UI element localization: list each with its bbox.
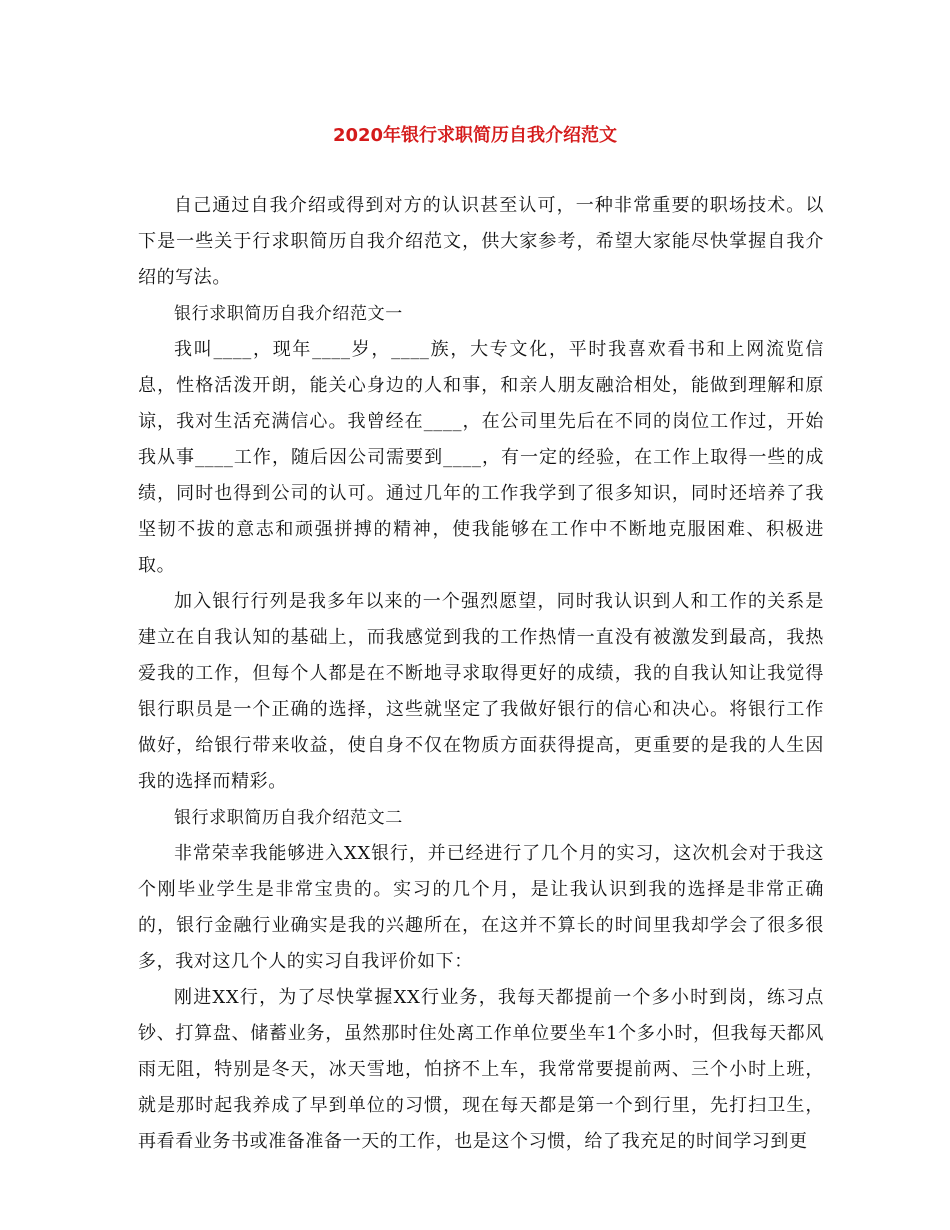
body-paragraph: 刚进XX行，为了尽快掌握XX行业务，我每天都提前一个多小时到岗，练习点钞、打算盘、储蓄业务，虽然那时住处离工作单位要坐车1个多小时，但我每天都风雨无阻，特别是冬天，冰天雪地，怕挤不上车，我常常要提前两、三个小时上班，就是那时起我养成了早到单位的习惯，现在每天都是第一个到行里，先打扫卫生，再看看业务书或准备准备一天的工作，也是这个习惯，给了我充足的时间学习到更	[138, 987, 824, 1152]
body-paragraph: 我叫____，现年____岁，____族，大专文化，平时我喜欢看书和上网流览信息，性格活泼开朗，能关心身边的人和事，和亲人朋友融洽相处，能做到理解和原谅，我对生活充满信心。我曾经在____，在公司里先后在不同的岗位工作过，开始我从事____工作，随后因公司需要到____，有一定的经验，在工作上取得一些的成绩，同时也得到公司的认可。通过几年的工作我学到了很多知识，同时还培养了我坚韧不拔的意志和顽强拼搏的精神，使我能够在工作中不断地克服困难、积极进取。	[138, 339, 824, 576]
intro-paragraph: 自己通过自我介绍或得到对方的认识甚至认可，一种非常重要的职场技术。以下是一些关于行求职简历自我介绍范文，供大家参考，希望大家能尽快掌握自我介绍的写法。	[138, 195, 824, 288]
section-heading-one: 银行求职简历自我介绍范文一	[174, 304, 403, 324]
document-title: 2020年银行求职简历自我介绍范文	[332, 125, 618, 146]
document-body	[138, 188, 824, 1160]
section-heading-two: 银行求职简历自我介绍范文二	[174, 808, 403, 828]
body-paragraph: 加入银行行列是我多年以来的一个强烈愿望，同时我认识到人和工作的关系是建立在自我认知的基础上，而我感觉到我的工作热情一直没有被激发到最高，我热爱我的工作，但每个人都是在不断地寻求取得更好的成绩，我的自我认知让我觉得银行职员是一个正确的选择，这些就坚定了我做好银行的信心和决心。将银行工作做好，给银行带来收益，使自身不仅在物质方面获得提高，更重要的是我的人生因我的选择而精彩。	[138, 591, 824, 792]
body-paragraph: 非常荣幸我能够进入XX银行，并已经进行了几个月的实习，这次机会对于我这个刚毕业学生是非常宝贵的。实习的几个月，是让我认识到我的选择是非常正确的，银行金融行业确实是我的兴趣所在，在这并不算长的时间里我却学会了很多很多，我对这几个人的实习自我评价如下：	[138, 843, 824, 972]
